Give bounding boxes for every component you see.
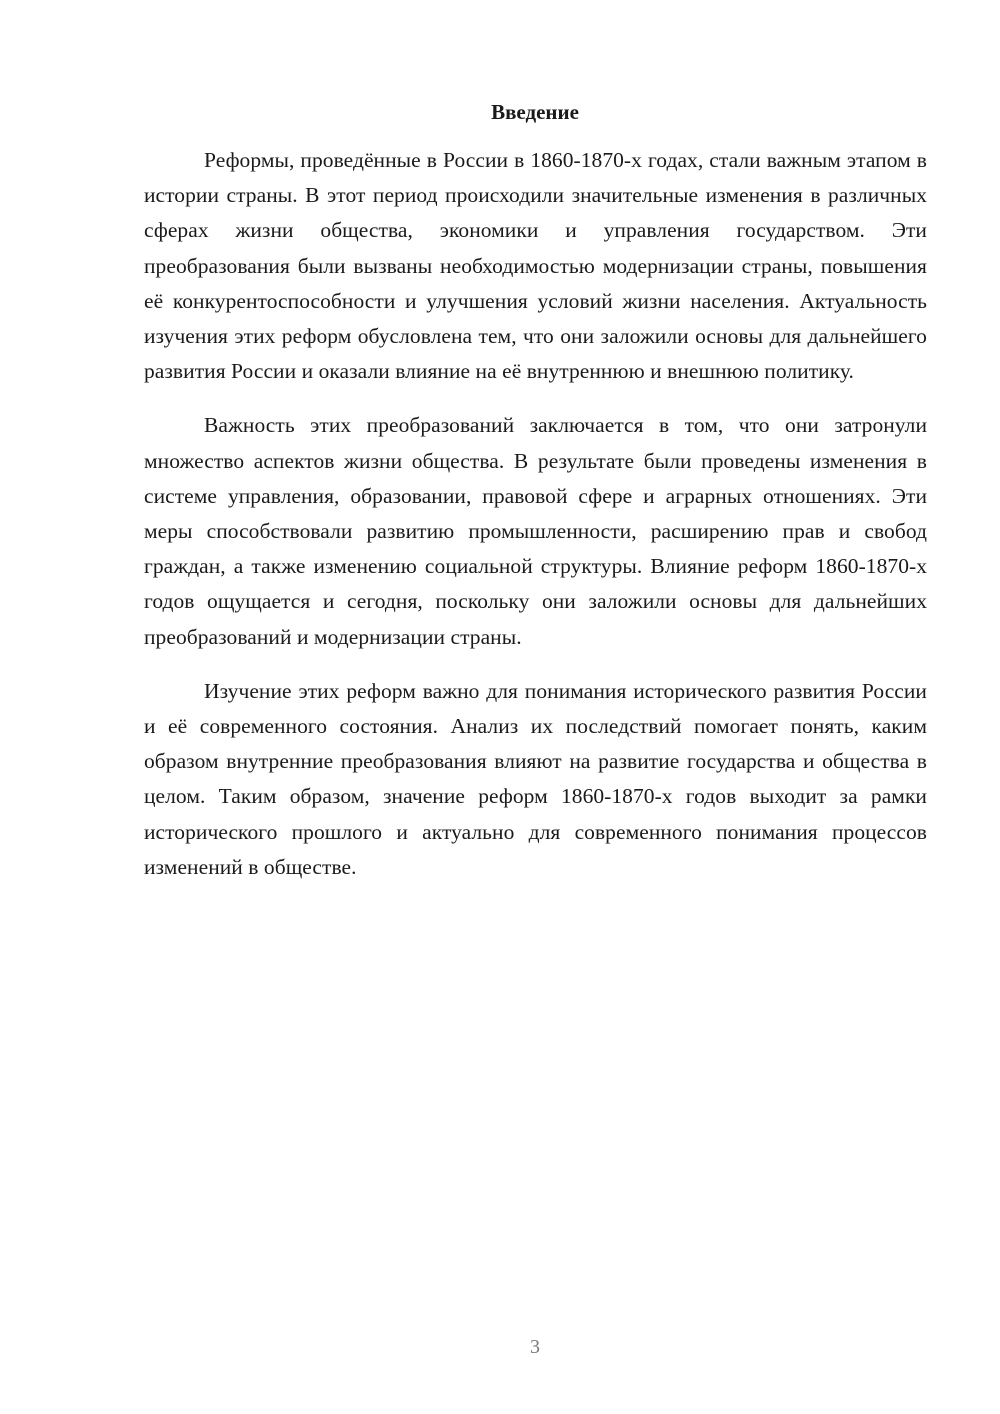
paragraph-2: Важность этих преобразований заключается в том, что они затронули множество аспектов жизни общества. В результате были проведены изменения в системе управления, образовании, правовой сфере и аграрных отношениях. Эти меры способствовали развитию промышленности, расширению прав и свобод граждан, а также изменению социальной структуры. Влияние реформ 1860-1870-х годов ощущается и сегодня, поскольку они заложили основы для дальнейших преобразований и модернизации страны. [144, 413, 927, 649]
paragraph-1: Реформы, проведённые в России в 1860-1870-х годах, стали важным этапом в истории страны. В этот период происходили значительные изменения в различных сферах жизни общества, экономики и управления государством. Эти преобразования были вызваны необходимостью модернизации страны, повышения её конкурентоспособности и улучшения условий жизни населения. Актуальность изучения этих реформ обусловлена тем, что они заложили основы для дальнейшего развития России и оказали влияние на её внутреннюю и внешнюю политику. [144, 148, 927, 384]
page-number: 3 [530, 1336, 540, 1358]
section-heading: Введение [491, 100, 579, 124]
body-text [144, 143, 927, 885]
paragraph-3: Изучение этих реформ важно для понимания исторического развития России и её современного состояния. Анализ их последствий помогает понять, каким образом внутренние преобразования влияют на развитие государства и общества в целом. Таким образом, значение реформ 1860-1870-х годов выходит за рамки исторического прошлого и актуально для современного понимания процессов изменений в обществе. [144, 678, 927, 879]
